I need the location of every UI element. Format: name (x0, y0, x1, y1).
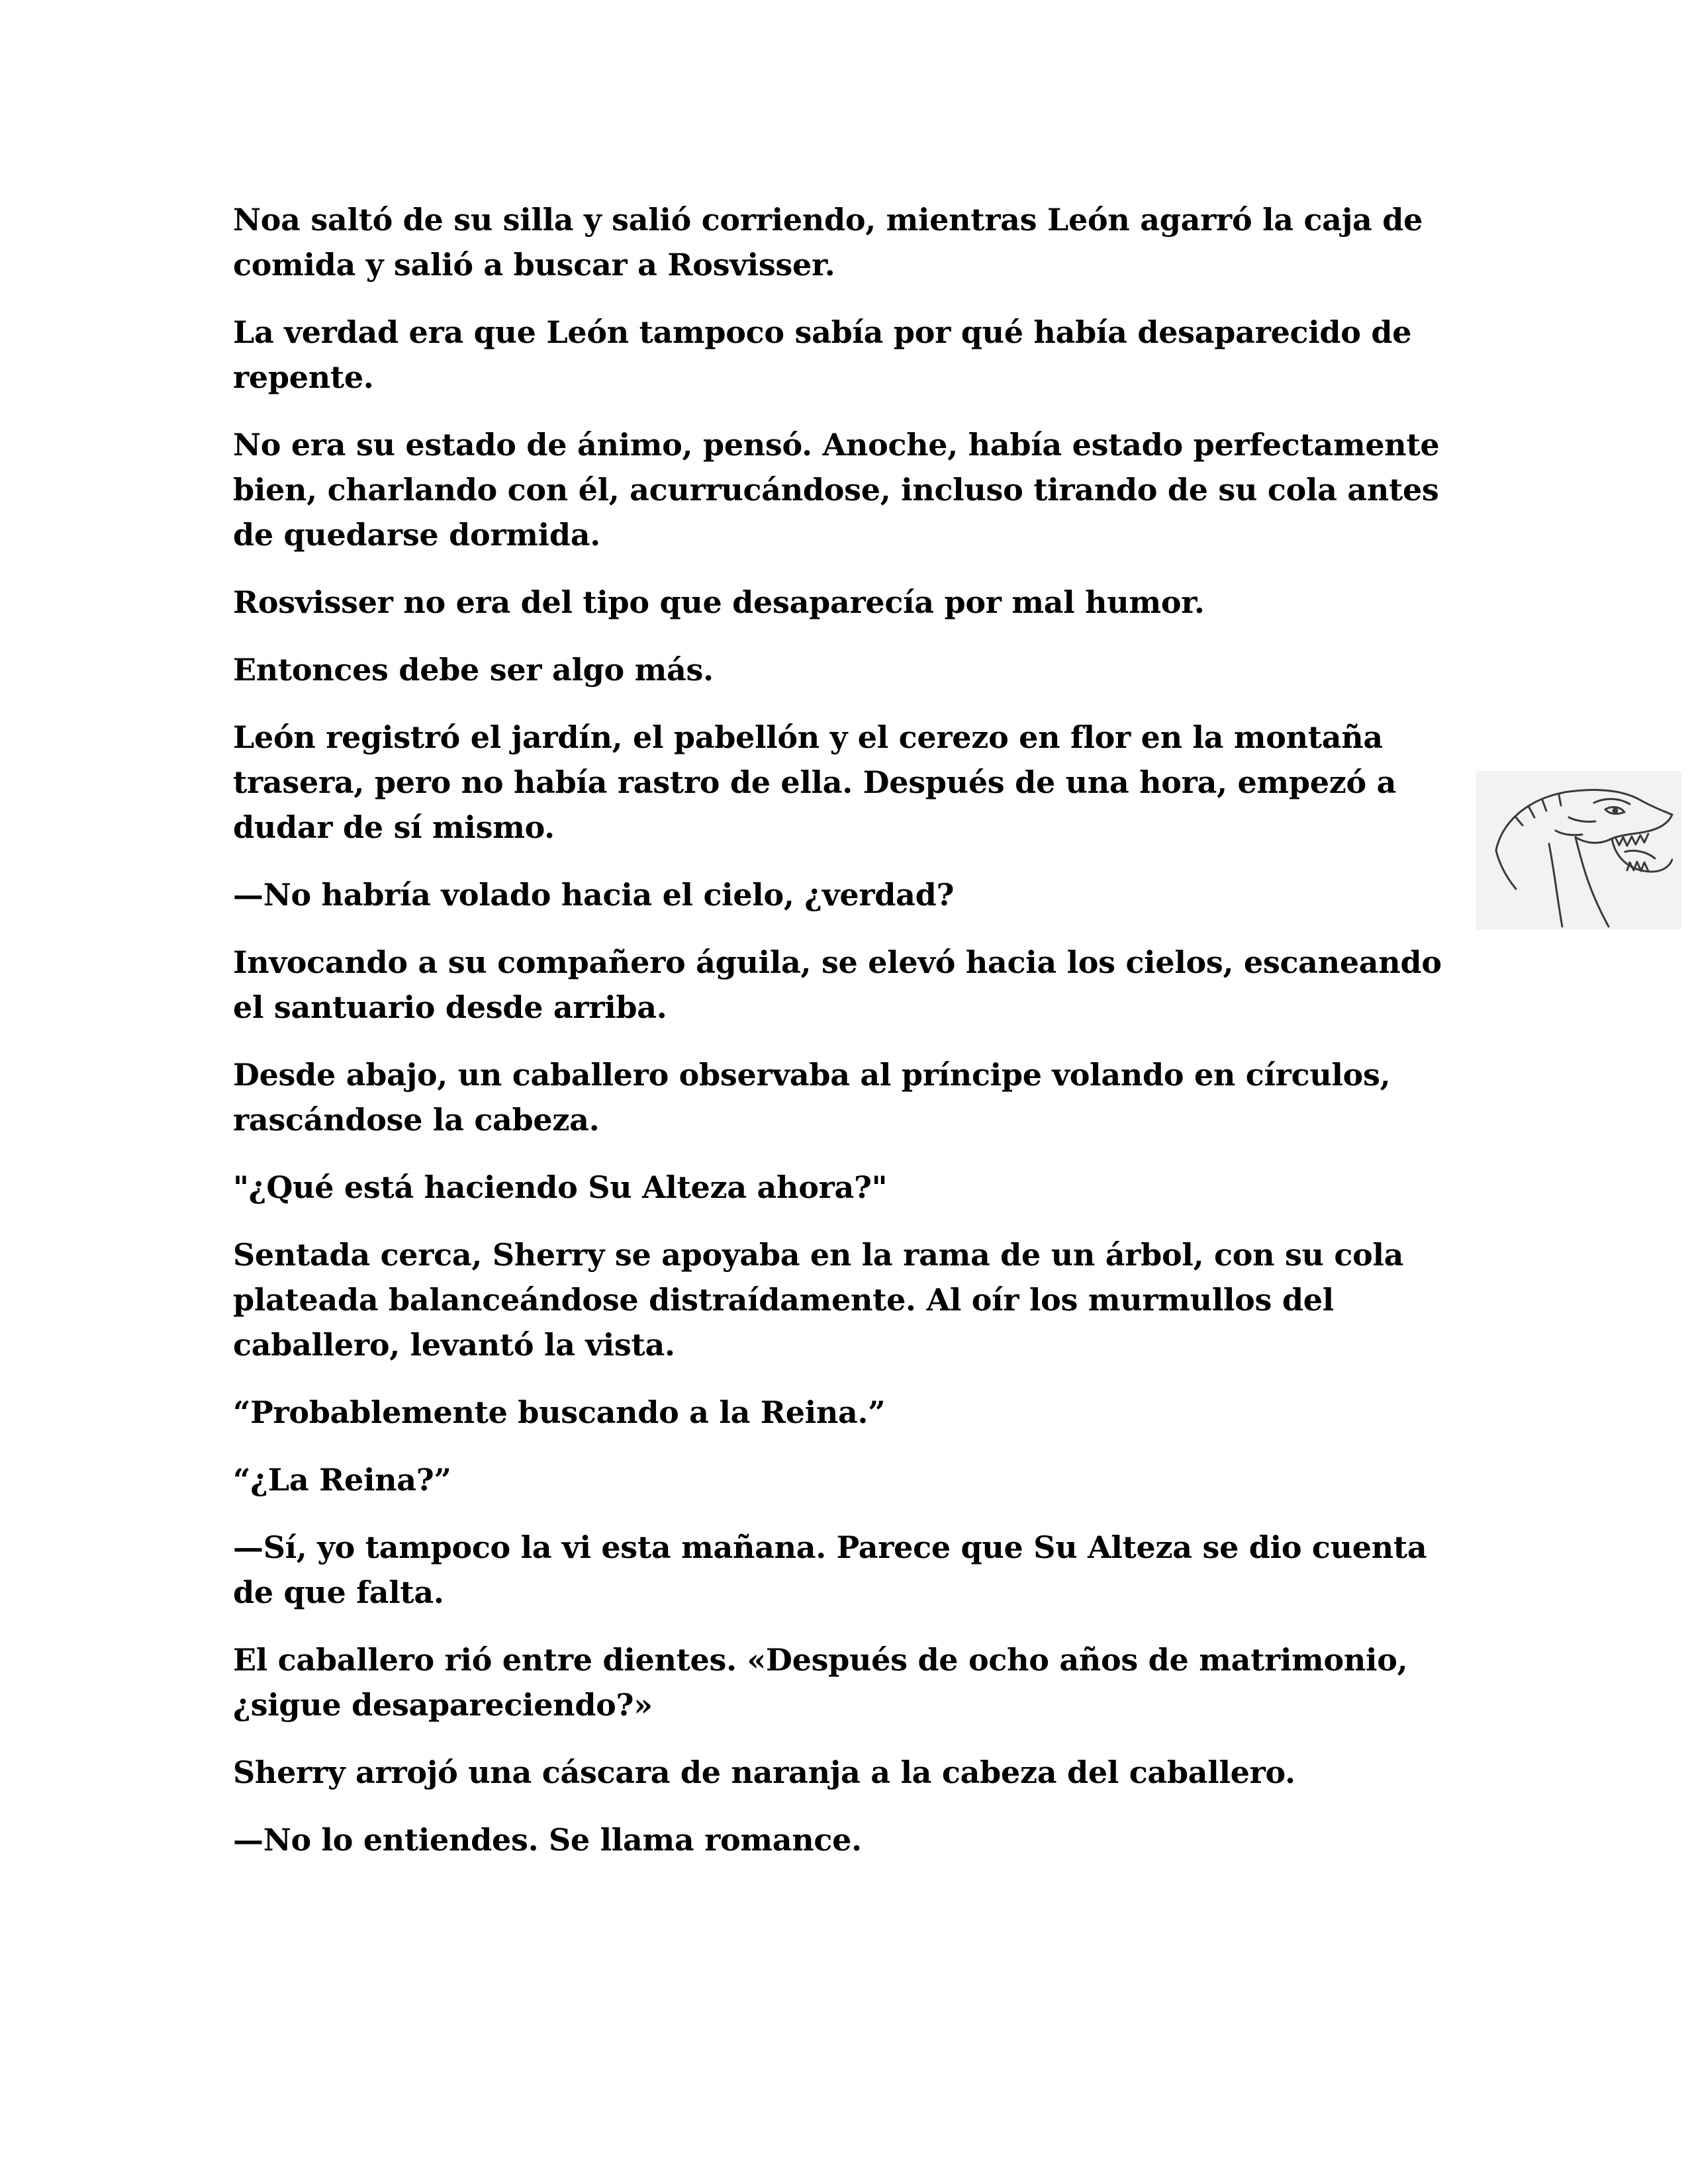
paragraph-17: —No lo entiendes. Se llama romance. (233, 1822, 862, 1858)
paragraph-4: Rosvisser no era del tipo que desaparecía por mal humor. (233, 584, 1205, 620)
paragraph-6: León registró el jardín, el pabellón y el cerezo en flor en la montaña trasera, pero no había rastro de ella. Después de una hora, empezó a dudar de sí mismo. (233, 719, 1397, 845)
dragon-head-sketch-icon (1476, 771, 1681, 930)
paragraph-13: “¿La Reina?” (233, 1462, 451, 1498)
paragraph-15: El caballero rió entre dientes. «Después de ocho años de matrimonio, ¿sigue desapareciendo?» (233, 1642, 1408, 1723)
paragraph-7: —No habría volado hacia el cielo, ¿verdad? (233, 877, 955, 913)
paragraph-8: Invocando a su compañero águila, se elevó hacia los cielos, escaneando el santuario desde arriba. (233, 944, 1442, 1025)
paragraph-12: “Probablemente buscando a la Reina.” (233, 1394, 886, 1430)
paragraph-3: No era su estado de ánimo, pensó. Anoche, había estado perfectamente bien, charlando con él, acurrucándose, incluso tirando de su cola antes de quedarse dormida. (233, 427, 1440, 553)
story-text (233, 197, 1464, 1885)
paragraph-16: Sherry arrojó una cáscara de naranja a la cabeza del caballero. (233, 1754, 1295, 1790)
paragraph-9: Desde abajo, un caballero observaba al príncipe volando en círculos, rascándose la cabeza. (233, 1057, 1391, 1138)
paragraph-11: Sentada cerca, Sherry se apoyaba en la rama de un árbol, con su cola plateada balanceándose distraídamente. Al oír los murmullos del caballero, levantó la vista. (233, 1237, 1404, 1363)
paragraph-10: "¿Qué está haciendo Su Alteza ahora?" (233, 1169, 888, 1205)
paragraph-2: La verdad era que León tampoco sabía por qué había desaparecido de repente. (233, 314, 1412, 395)
paragraph-5: Entonces debe ser algo más. (233, 652, 714, 688)
paragraph-1: Noa saltó de su silla y salió corriendo, mientras León agarró la caja de comida y salió a buscar a Rosvisser. (233, 202, 1423, 283)
paragraph-14: —Sí, yo tampoco la vi esta mañana. Parece que Su Alteza se dio cuenta de que falta. (233, 1529, 1427, 1610)
